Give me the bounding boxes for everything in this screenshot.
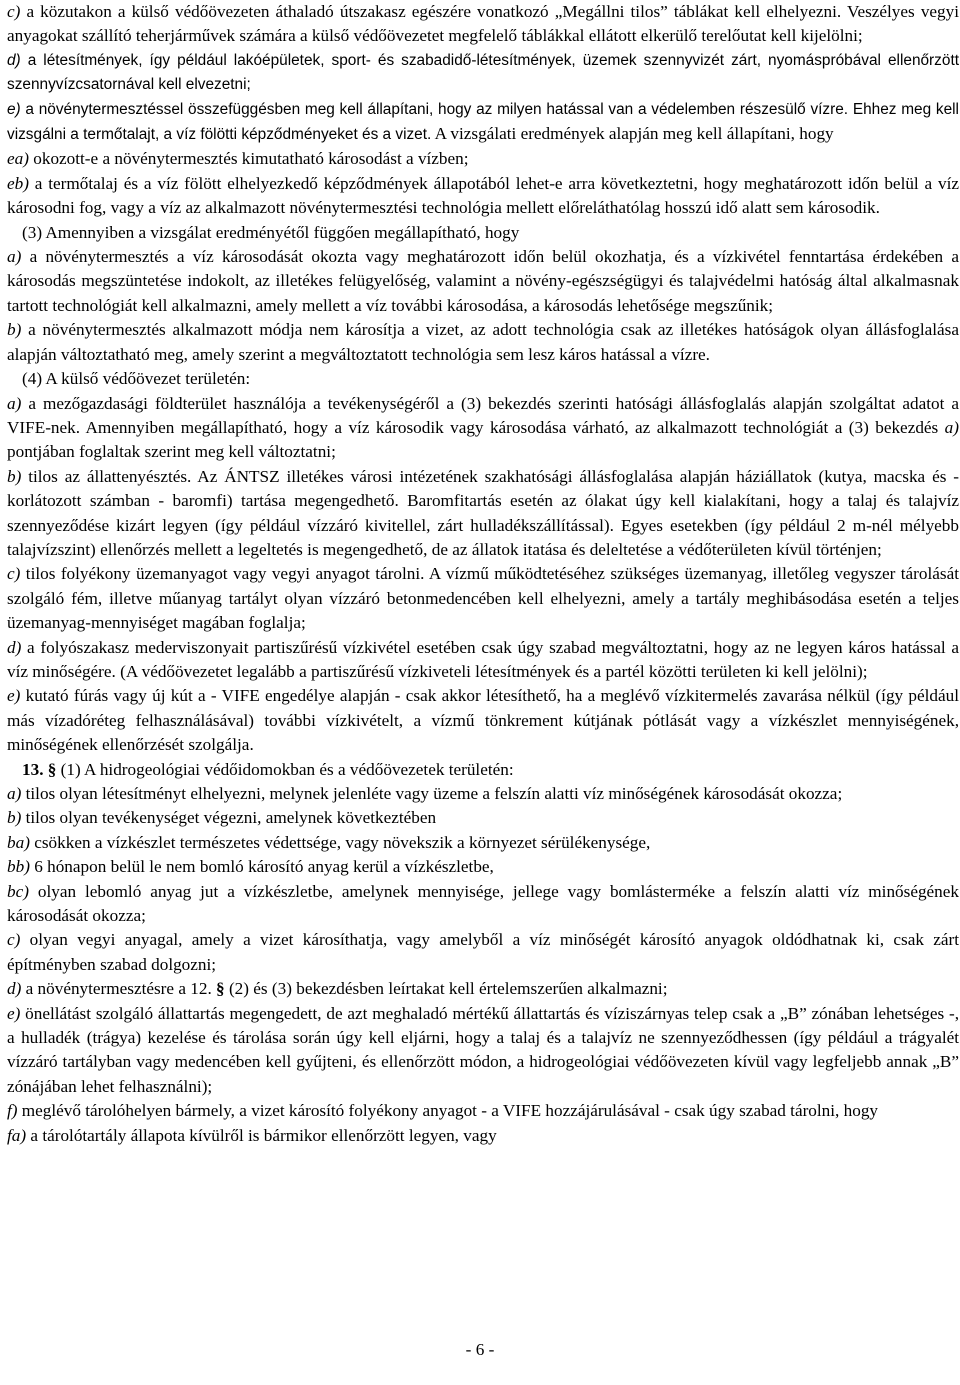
- paragraph-p19: [7, 855, 959, 879]
- paragraph-p18: [7, 831, 959, 855]
- item-marker: f): [7, 1101, 18, 1121]
- paragraph-p5: [7, 172, 959, 221]
- item-marker: b): [7, 466, 22, 486]
- paragraph-text: (3) Amennyiben a vizsgálat eredményétől függően megállapítható, hogy: [22, 222, 520, 242]
- paragraph-text: meglévő tárolóhelyen bármely, a vizet károsító folyékony anyagot - a VIFE hozzájárulásával - csak úgy szabad tárolni, hogy: [17, 1101, 879, 1121]
- paragraph-text: olyan lebomló anyag jut a vízkészletbe, amelynek mennyisége, jellege vagy bomlásterméke a felszín alatti víz minőségének károsodását okozza;: [7, 881, 959, 926]
- paragraph-text: (4) A külső védőövezet területén:: [22, 369, 251, 389]
- paragraph-p1: [7, 0, 959, 49]
- page-number: - 6 -: [465, 1340, 495, 1359]
- paragraph-p10: [7, 392, 959, 465]
- item-marker: a): [944, 417, 959, 437]
- item-marker: a): [7, 247, 22, 267]
- paragraph-text: a növénytermesztés a víz károsodását okozta vagy meghatározott időn belül okozhatja, és a vízkivétel fenntartása érdekében a károsodás megszüntetése indokolt, az illetékes felügyelőség, valamint a növény-egészségügyi és talajvédelmi hatóság által alkalmasnak tartott technológiát kell alkalmazni, amely mellett a víz további károsodása, a károsodás lehetősége megszűnik;: [7, 247, 959, 315]
- paragraph-text: a tárolótartály állapota kívülről is bármikor ellenőrzött legyen, vagy: [26, 1125, 497, 1145]
- paragraph-text: okozott-e a növénytermesztés kimutatható károsodást a vízben;: [28, 149, 469, 169]
- paragraph-text: A vizsgálati eredmények alapján meg kell állapítani, hogy: [431, 124, 834, 144]
- item-marker: a): [7, 393, 22, 413]
- paragraph-text: 6 hónapon belül le nem bomló károsító anyag kerül a vízkészletbe,: [29, 857, 494, 877]
- paragraph-p13: [7, 636, 959, 685]
- item-marker: c): [7, 564, 21, 584]
- paragraph-text: a növénytermesztés alkalmazott módja nem károsítja a vizet, az adott technológia csak az illetékes hatóságok olyan állásfoglalása alapján változtatható meg, amely szerint a megváltoztatott technológia sem lesz káros hatással a vízre.: [7, 320, 959, 364]
- paragraph-text: a mezőgazdasági földterület használója a tevékenységéről a (3) bekezdés szerinti hatósági állásfoglalás alapján szolgáltat adatot a VIFE-nek. Amennyiben megállapítható, hogy a víz károsodik vagy károsodása várható, az alkalmazott technológiát a (3) bekezdés: [7, 393, 959, 437]
- item-marker: b): [7, 320, 22, 340]
- paragraph-text: kutató fúrás vagy új kút a - VIFE engedélye alapján - csak akkor létesíthető, ha a meglévő vízkitermelés zavarása nélkül (így például más vízadóréteg felhasználásával) további vízkivételt, a vízmű tönkrement kútjának pótlását vagy a vízkészlet mennyiségének, minőségének ellenőrzését szolgálja.: [7, 686, 959, 755]
- paragraph-p14: [7, 684, 959, 757]
- item-marker: eb): [7, 173, 29, 193]
- item-marker: b): [7, 808, 22, 828]
- item-marker: bc): [7, 881, 29, 901]
- paragraph-p12: [7, 562, 959, 635]
- paragraph-p7: [7, 245, 959, 318]
- item-marker: fa): [7, 1125, 27, 1145]
- paragraph-p23: [7, 1002, 959, 1100]
- item-marker: e): [7, 100, 21, 118]
- paragraph-p11: [7, 465, 959, 563]
- paragraph-text: önellátást szolgáló állattartás megengedett, de azt meghaladó mértékű állattartás és víziszárnyas telep csak a „B” zónában lehetséges -, a hulladék (trágya) kezelése és tárolása során úgy kell eljárni, hogy a talaj és a talajvíz ne szennyeződhessen (így például a trágyalét vízzáró tartályban vagy medencében kell gyűjteni, és ellenőrzött módon, a hidrogeológiai védőövezeten kívül vagy legfeljebb annak „B” zónájában lehet felhasználni);: [7, 1003, 959, 1096]
- paragraph-p17: [7, 806, 959, 830]
- paragraph-text: (2) és (3) bekezdésben leírtakat kell értelemszerűen alkalmazni;: [224, 979, 668, 999]
- paragraph-text: a közutakon a külső védőövezeten áthaladó útszakasz egészére vonatkozó „Megállni tilos” táblákat kell elhelyezni. Veszélyes vegyi anyagokat szállító teherjárművek számára a külső védőövezetet megfelelő táblákkal ellátott elkerülő terelőutat kell kijelölni;: [7, 2, 959, 46]
- paragraph-text: tilos az állattenyésztés. Az ÁNTSZ illetékes városi intézetének szakhatósági állásfoglalása alapján háziállatok (kutya, macska és - korlátozott számban - baromfi) tartása megengedhető. Baromfitartás esetén az ólakat úgy kell kialakítani, hogy a talaj és talajvíz szennyeződése kizárt legyen (így például vízzáró kivitellel, zárt hulladékszállítással). Egyes esetekben (így például 2 m-nél mélyebb talajvízszint) ellenőrzés mellett a legeltetés is megengedhető, de az állatok itatása és deleltetése a védőterületen kívül történjen;: [7, 466, 959, 559]
- item-marker: d): [7, 637, 22, 657]
- item-marker: c): [7, 2, 21, 21]
- paragraph-p22: [7, 977, 959, 1001]
- paragraph-text: a növénytermesztéssel összefüggésben meg kell állapítani, hogy az milyen hatással van a védelemben részesülő vízre.: [20, 100, 849, 118]
- section-mark: §: [216, 979, 225, 999]
- item-marker: bb): [7, 857, 30, 877]
- item-marker: a): [7, 784, 22, 803]
- paragraph-text: csökken a vízkészlet természetes védettsége, vagy növekszik a környezet sérülékenysége,: [29, 832, 651, 852]
- paragraph-p8: [7, 318, 959, 367]
- paragraph-p25: [7, 1124, 959, 1148]
- paragraph-p4: [7, 147, 959, 171]
- item-marker: e): [7, 1003, 21, 1023]
- paragraph-text: tilos folyékony üzemanyagot vagy vegyi anyagot tárolni. A vízmű működtetéséhez szükséges üzemanyag, illetőleg vegyszer tárolását szolgáló fém, illetve műanyag tartályt olyan vízzáró betonmedencében kell elhelyezni, amely a tartály meghibásodása esetén a teljes üzemanyag-mennyiséget magában foglalja;: [7, 564, 959, 633]
- paragraph-text: a növénytermesztésre a 12.: [21, 979, 217, 999]
- paragraph-text: tilos olyan tevékenységet végezni, amelynek következtében: [21, 808, 437, 828]
- paragraph-text: a folyószakasz mederviszonyait partiszűrésű vízkivétel esetében csak úgy szabad megváltoztatni, hogy az ne legyen káros hatással a víz minőségére. (A védőövezetet legalább a partiszűrésű vízkiveteli létesítmények és a partél közötti területen ki kell jelölni);: [7, 637, 959, 681]
- item-marker: c): [7, 930, 21, 950]
- item-marker: ba): [7, 832, 30, 852]
- paragraph-p21: [7, 928, 959, 977]
- paragraph-text: pontjában foglaltak szerint meg kell változtatni;: [7, 442, 336, 462]
- item-marker: d): [7, 979, 22, 999]
- paragraph-text: Ehhez meg kell vizsgálni a termőtalajt, a víz fölötti képződményeket és a vizet.: [7, 100, 959, 144]
- section-mark: 13.: [22, 759, 44, 779]
- item-marker: ea): [7, 149, 29, 169]
- paragraph-p16: [7, 782, 959, 806]
- paragraph-text: a létesítmények, így például lakóépületek, sport- és szabadidő-létesítmények, üzemek szennyvizét zárt, nyomáspróbával ellenőrzött szennyvízcsatornával kell elvezetni;: [7, 51, 959, 94]
- paragraph-p24: [7, 1099, 959, 1123]
- paragraph-p3: [7, 98, 959, 148]
- paragraph-p2: [7, 49, 959, 98]
- paragraph-p6: [7, 221, 959, 245]
- paragraph-text: a termőtalaj és a víz fölött elhelyezkedő képződmények állapotából lehet-e arra következtetni, hogy meghatározott időn belül a víz károsodni fog, vagy a víz az alkalmazott növénytermesztési technológia mellett előreláthatólag hosszú idő alatt sem károsodik.: [7, 173, 959, 218]
- paragraph-text: (1) A hidrogeológiai védőidomokban és a védőövezetek területén:: [56, 759, 514, 779]
- paragraph-text: olyan vegyi anyagal, amely a vizet károsíthatja, vagy amelyből a víz minőségét károsító anyagok oldódhatnak ki, csak zárt építményben szabad dolgozni;: [7, 930, 959, 974]
- paragraph-p15: [7, 758, 959, 782]
- document-body: [7, 0, 959, 1148]
- section-mark: §: [47, 759, 57, 779]
- item-marker: d): [7, 51, 21, 69]
- paragraph-text: tilos olyan létesítményt elhelyezni, melynek jelenléte vagy üzeme a felszín alatti víz minőségének károsodását okozza;: [21, 784, 843, 803]
- paragraph-p9: [7, 367, 959, 391]
- paragraph-p20: [7, 880, 959, 929]
- item-marker: e): [7, 686, 21, 706]
